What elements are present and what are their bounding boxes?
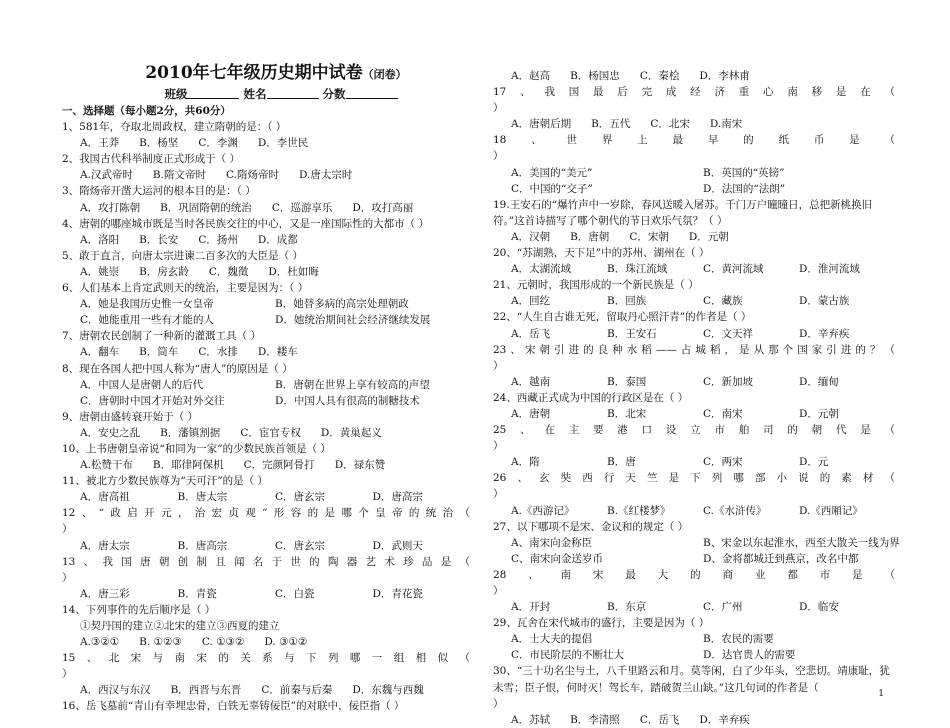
question-item: [62, 361, 470, 409]
option-row: [62, 344, 470, 360]
question-item: [62, 698, 470, 714]
question-text: 18、世界上最早的纸币是（: [493, 134, 895, 147]
question-text: 8、现在各国人把中国人称为“唐人”的原因是（ ）: [62, 362, 293, 375]
answer-option[interactable]: B．西晋与东晋: [170, 684, 242, 697]
answer-option[interactable]: B．耶律阿保机: [152, 459, 224, 472]
question-text: 23、宋朝引进的良种水稻——占城稻，是从那个国家引进的？（: [493, 343, 895, 356]
option-row: [493, 374, 895, 390]
answer-option[interactable]: C．完颜阿骨打: [243, 459, 315, 472]
question-continuation: ）: [493, 150, 504, 163]
answer-option[interactable]: A.③②①: [80, 636, 120, 649]
answer-option[interactable]: A．唐朝: [511, 407, 551, 420]
option-row: [62, 167, 470, 183]
class-label: 班级: [164, 87, 188, 101]
answer-option[interactable]: B．五代: [591, 118, 631, 131]
answer-option[interactable]: B．唐朝: [570, 230, 610, 243]
answer-option[interactable]: D．杜如晦: [268, 265, 319, 278]
option-row: [62, 135, 470, 151]
answer-option[interactable]: B．房玄龄: [139, 265, 189, 278]
option-row: [493, 181, 895, 197]
answer-option[interactable]: B．回族: [607, 295, 647, 308]
answer-option[interactable]: A．攻打陈朝: [80, 201, 141, 214]
option-row: [493, 165, 895, 181]
name-label: 姓名: [243, 87, 267, 101]
answer-option[interactable]: C．唐玄宗: [275, 539, 326, 552]
answer-option[interactable]: C.隋炀帝时: [225, 169, 279, 182]
answer-option[interactable]: B．王安石: [607, 327, 657, 340]
answer-option[interactable]: A．汉朝: [511, 230, 551, 243]
question-continuation: ）: [493, 102, 504, 115]
option-row: [493, 535, 900, 551]
answer-option[interactable]: A.汉武帝时: [80, 169, 133, 182]
answer-option[interactable]: A．安史之乱: [80, 426, 141, 439]
left-question-list: [62, 119, 470, 714]
question-item: [62, 280, 470, 328]
option-row: [62, 296, 470, 312]
answer-option[interactable]: D．辛弃疾: [699, 713, 750, 726]
answer-option[interactable]: A．越南: [511, 375, 551, 388]
option-row: [62, 586, 470, 602]
question-item: [62, 505, 470, 553]
answer-option[interactable]: C．唐朝时中国才开始对外交往: [80, 394, 225, 407]
answer-option[interactable]: C．北宋: [650, 118, 690, 131]
section-heading: 一、选择题（每小题2分，共60分）: [62, 105, 231, 117]
score-blank[interactable]: [346, 87, 398, 99]
answer-option[interactable]: A．苏轼: [511, 713, 551, 726]
title-note: （闭卷）: [362, 68, 407, 81]
answer-option[interactable]: C．李渊: [198, 137, 238, 150]
question-text: 5、敢于直言，向唐太宗进谏二百多次的大臣是（ ）: [62, 249, 304, 262]
question-detail: ①契丹国的建立②北宋的建立③西夏的建立: [80, 620, 280, 632]
answer-option[interactable]: C．宦官专权: [240, 426, 301, 439]
answer-option[interactable]: D．达官贵人的需要: [703, 649, 796, 662]
answer-option[interactable]: C．魏徵: [208, 265, 249, 278]
answer-option[interactable]: A．士大夫的提倡: [511, 633, 593, 646]
answer-option[interactable]: C．宋朝: [629, 230, 669, 243]
option-row: [493, 261, 895, 277]
answer-option[interactable]: B．英国的“英镑”: [703, 166, 785, 179]
answer-option[interactable]: D．元朝: [799, 407, 839, 420]
question-item: [62, 119, 470, 151]
question-text: 12、“政启开元，治宏贞观”形容的是哪个皇帝的统治（: [62, 507, 470, 520]
question-item: [493, 277, 895, 309]
answer-option[interactable]: C．白瓷: [275, 587, 315, 600]
option-row: [62, 264, 470, 280]
answer-option[interactable]: A．她是我国历史惟一女皇帝: [80, 298, 214, 311]
question-item: [493, 422, 895, 470]
answer-option[interactable]: A．翻车: [80, 346, 120, 359]
question-text: 19.王安石的“爆竹声中一岁除，春风送暖入屠苏。千门万户曈曈日，总把新桃换旧符。”这首诗描写了哪个朝代的节日欢乐气氛？（ ）: [493, 198, 873, 227]
question-item: [62, 183, 470, 215]
question-text: 7、唐朝农民创制了一种新的灌溉工具（ ）: [62, 330, 262, 343]
question-text: 14、下列事件的先后顺序是（ ）: [62, 603, 216, 616]
question-text: 11、被北方少数民族尊为“天可汗”的是（ ）: [62, 475, 268, 488]
answer-option[interactable]: B．筒车: [139, 346, 179, 359]
question-item: [493, 197, 895, 245]
option-row: [62, 489, 470, 505]
answer-option[interactable]: A．隋: [511, 456, 540, 469]
answer-option[interactable]: B．东京: [607, 601, 647, 614]
answer-option[interactable]: C．秦桧: [639, 70, 680, 82]
answer-option[interactable]: B．青瓷: [177, 587, 217, 600]
option-row: [493, 503, 895, 519]
option-row: [493, 68, 895, 84]
right-column: [493, 68, 900, 728]
option-row: [62, 425, 470, 441]
answer-option[interactable]: A．洛阳: [80, 233, 120, 246]
answer-option[interactable]: D．东魏与西魏: [352, 684, 424, 697]
question-text: 27、以下哪项不是宋、金议和的规定（ ）: [493, 520, 689, 533]
option-row: [493, 293, 895, 309]
answer-option[interactable]: D．中国人具有很高的制糖技术: [275, 394, 420, 407]
answer-option[interactable]: D.唐太宗时: [298, 169, 353, 182]
question-item: [62, 554, 470, 602]
exam-title: 2010年七年级历史期中试卷（闭卷）: [145, 63, 407, 83]
answer-option[interactable]: A．太湖流域: [511, 263, 572, 276]
answer-option[interactable]: D．黄巢起义: [320, 426, 382, 439]
option-row: [493, 326, 895, 342]
answer-option[interactable]: B．唐: [607, 456, 636, 469]
question-continuation: ）: [62, 668, 73, 681]
answer-option[interactable]: D．唐高宗: [372, 491, 423, 504]
answer-option[interactable]: A．西汉与东汉: [80, 684, 151, 697]
question-item: [493, 245, 895, 277]
option-row: [62, 232, 470, 248]
question-continuation: ）: [493, 359, 504, 372]
option-row: [493, 647, 895, 663]
answer-option[interactable]: B．长安: [139, 233, 179, 246]
answer-option[interactable]: C．两宋: [703, 456, 743, 469]
question-text: 4、唐朝的哪座城市既是当时各民族交往的中心，又是一座国际性的大都市（ ）: [62, 217, 430, 230]
answer-option[interactable]: B．农民的需要: [703, 633, 774, 646]
answer-option[interactable]: A.《西游记》: [511, 504, 575, 517]
question-text: 13、我国唐朝创制且闻名于世的陶器艺术珍品是（: [62, 555, 470, 568]
question-item: [62, 473, 470, 505]
answer-option[interactable]: D．青花瓷: [372, 587, 423, 600]
answer-option[interactable]: B．杨坚: [139, 137, 179, 150]
name-blank[interactable]: [267, 87, 319, 99]
answer-option[interactable]: B．巩固隋朝的统治: [160, 201, 252, 214]
question-item: [493, 309, 895, 341]
question-item: [493, 567, 895, 615]
answer-option[interactable]: D．临安: [799, 601, 839, 614]
answer-option[interactable]: D、金将都城迁到燕京，改名中都: [703, 552, 859, 565]
answer-option[interactable]: B．唐太宗: [177, 491, 228, 504]
answer-option[interactable]: B．她替多病的高宗处理朝政: [275, 298, 409, 311]
question-text: 30、“三十功名尘与土，八千里路云和月。莫等闲，白了少年头，空悲切。靖康耻，犹未雪；臣子恨，何时灭！驾长车，踏破贺兰山缺。”这几句词的作者是（: [493, 665, 890, 694]
option-row: [493, 116, 895, 132]
question-continuation: ）: [493, 440, 504, 453]
answer-option[interactable]: C．水排: [198, 346, 238, 359]
answer-option[interactable]: A.松赞干布: [80, 459, 133, 472]
answer-option[interactable]: A．唐高祖: [80, 491, 130, 504]
question-text: 6、人们基本上肯定武则天的统治，主要是因为：（ ）: [62, 282, 309, 295]
question-text: 9、唐朝由盛转衰开始于（ ）: [62, 410, 199, 423]
answer-option[interactable]: D.《西厢记》: [799, 504, 863, 517]
question-item: [493, 663, 895, 727]
question-text: 28、南宋最大的商业都市是（: [493, 568, 895, 581]
answer-option[interactable]: C．文天祥: [703, 327, 754, 340]
question-text: 1、581年，夺取北周政权，建立隋朝的是：（ ）: [62, 121, 287, 134]
answer-option[interactable]: D.南宋: [709, 118, 743, 131]
left-column: [62, 62, 470, 715]
answer-option[interactable]: B．唐高宗: [177, 539, 228, 552]
option-row: [62, 200, 470, 216]
answer-option[interactable]: C．黄河流域: [703, 263, 764, 276]
answer-option[interactable]: C．扬州: [198, 233, 238, 246]
answer-option[interactable]: C．巡游享乐: [271, 201, 333, 214]
question-item: [62, 650, 470, 698]
student-info-line: [92, 86, 470, 103]
answer-option[interactable]: B．泰国: [607, 375, 647, 388]
answer-option[interactable]: D．攻打高丽: [352, 201, 414, 214]
question-text: 29、瓦舍在宋代城市的盛行，主要是因为（ ）: [493, 617, 710, 630]
question-text: 24、西藏正式成为中国的行政区是在（ ）: [493, 391, 689, 404]
answer-option[interactable]: C．她能重用一些有才能的人: [80, 314, 215, 327]
answer-option[interactable]: C．市民阶层的不断壮大: [511, 649, 625, 662]
answer-option[interactable]: C．新加坡: [703, 375, 754, 388]
question-item: [493, 132, 895, 196]
option-row: [62, 312, 470, 328]
question-continuation: ）: [493, 585, 504, 597]
answer-option[interactable]: A、南宋向金称臣: [511, 536, 593, 549]
option-row: [62, 538, 470, 554]
answer-option[interactable]: C．前秦与后秦: [261, 684, 333, 697]
question-continuation: ）: [493, 697, 504, 710]
question-text: 10、上书唐朝皇帝说“和同为一家”的少数民族首领是（ ）: [62, 442, 331, 455]
question-item: [62, 602, 470, 650]
answer-option[interactable]: B.隋文帝时: [152, 169, 206, 182]
question-item: [493, 615, 895, 663]
question-item: [493, 68, 895, 84]
answer-option[interactable]: D．元: [799, 456, 829, 469]
answer-option[interactable]: D．武则天: [372, 539, 423, 552]
option-row: [493, 406, 895, 422]
question-item: [493, 519, 900, 567]
answer-option[interactable]: B．藩镇割据: [160, 426, 221, 439]
question-item: [62, 328, 470, 360]
answer-option[interactable]: C．广州: [703, 601, 743, 614]
option-row: [62, 682, 470, 698]
answer-option[interactable]: D．李世民: [257, 137, 309, 150]
answer-option[interactable]: B．李清照: [570, 713, 620, 726]
question-item: [493, 470, 895, 518]
answer-option[interactable]: C.《水浒传》: [703, 504, 767, 517]
question-item: [493, 84, 895, 132]
answer-option[interactable]: C．中国的“交子”: [511, 182, 593, 195]
option-row: [493, 454, 895, 470]
option-row: [493, 599, 895, 615]
question-continuation: ）: [62, 571, 73, 584]
answer-option[interactable]: B．珠江流域: [607, 263, 668, 276]
question-item: [62, 151, 470, 183]
answer-option[interactable]: B．唐朝在世界上享有较高的声望: [275, 378, 430, 391]
answer-option[interactable]: A．中国人是唐朝人的后代: [80, 378, 204, 391]
option-row: [493, 551, 895, 567]
answer-option[interactable]: D．淮河流域: [799, 263, 860, 276]
question-item: [62, 441, 470, 473]
question-text: 2、我国古代科举制度正式形成于（ ）: [62, 153, 241, 166]
answer-option[interactable]: A．回纥: [511, 295, 551, 308]
answer-option[interactable]: D．禄东赞: [334, 459, 386, 472]
answer-option[interactable]: C．岳飞: [639, 713, 680, 726]
answer-option[interactable]: B.《红楼梦》: [607, 504, 671, 517]
answer-option[interactable]: D．李林甫: [699, 70, 750, 82]
answer-option[interactable]: A．唐三彩: [80, 587, 130, 600]
answer-option[interactable]: A．唐太宗: [80, 539, 130, 552]
answer-option[interactable]: D．她统治期间社会经济继续发展: [275, 314, 431, 327]
answer-option[interactable]: D. ③①②: [264, 636, 308, 649]
answer-option[interactable]: A．唐朝后期: [511, 118, 572, 131]
answer-option[interactable]: A．王莽: [80, 137, 120, 150]
question-continuation: ）: [62, 523, 73, 536]
option-row: [62, 634, 470, 650]
question-text: 26、玄奘西行天竺是下列哪部小说的素材（: [493, 472, 895, 485]
question-text: 3、隋炀帝开凿大运河的根本目的是：（ ）: [62, 185, 256, 198]
option-row: [62, 393, 470, 409]
answer-option[interactable]: C、南宋向金送岁币: [511, 552, 604, 565]
right-question-list: [493, 68, 900, 728]
answer-option[interactable]: A．赵高: [511, 70, 551, 82]
answer-option[interactable]: A．岳飞: [511, 327, 551, 340]
question-text: 20、“苏湖熟，天下足”中的苏州、湖州在（ ）: [493, 247, 710, 260]
question-text: 22、“人生自古谁无死，留取丹心照汗青”的作者是（ ）: [493, 311, 752, 324]
question-item: [493, 342, 895, 390]
score-label: 分数: [322, 87, 346, 101]
answer-option[interactable]: C. ①③②: [201, 636, 245, 649]
answer-option[interactable]: B．杨国忠: [570, 70, 620, 82]
option-row: [62, 457, 470, 473]
answer-option[interactable]: C．藏族: [703, 295, 743, 308]
page-number: 1: [878, 689, 884, 699]
question-text: 21、元朝时，我国形成的一个新民族是（ ）: [493, 279, 699, 292]
question-text: 17、我国最后完成经济重心南移是在（: [493, 86, 895, 99]
answer-option[interactable]: D．缅甸: [799, 375, 839, 388]
question-text: 25、在主要港口设立市舶司的朝代是（: [493, 424, 895, 437]
answer-option[interactable]: D．元朝: [688, 230, 729, 243]
answer-option[interactable]: C．南宋: [703, 407, 743, 420]
answer-option[interactable]: D．耧车: [257, 346, 298, 359]
question-text: 15、北宋与南宋的关系与下列哪一组相似（: [62, 652, 470, 665]
question-item: [493, 390, 895, 422]
question-item: [62, 216, 470, 248]
answer-option[interactable]: B. ①②③: [139, 636, 182, 649]
answer-option[interactable]: D．辛弃疾: [799, 327, 850, 340]
option-row: [493, 229, 895, 245]
answer-option[interactable]: D．蒙古族: [799, 295, 850, 308]
answer-option[interactable]: B．北宋: [607, 407, 647, 420]
answer-option[interactable]: D．成都: [257, 233, 298, 246]
question-text: 16、岳飞墓前“青山有幸埋忠骨，白铁无辜铸佞臣”的对联中，佞臣指（ ）: [62, 700, 405, 713]
question-item: [62, 409, 470, 441]
answer-option[interactable]: D．法国的“法朗”: [703, 182, 786, 195]
option-row: [493, 712, 895, 728]
answer-option[interactable]: A．开封: [511, 601, 551, 614]
question-continuation: ）: [493, 488, 504, 501]
option-row: [62, 377, 470, 393]
answer-option[interactable]: C．唐玄宗: [275, 491, 326, 504]
class-blank[interactable]: [187, 87, 239, 99]
answer-option[interactable]: A．姚崇: [80, 265, 120, 278]
question-item: [62, 248, 470, 280]
answer-option[interactable]: A．美国的“美元”: [511, 166, 593, 179]
option-row: [493, 631, 895, 647]
answer-option[interactable]: B、宋金以东起淮水，西至大散关一线为界: [703, 536, 900, 549]
